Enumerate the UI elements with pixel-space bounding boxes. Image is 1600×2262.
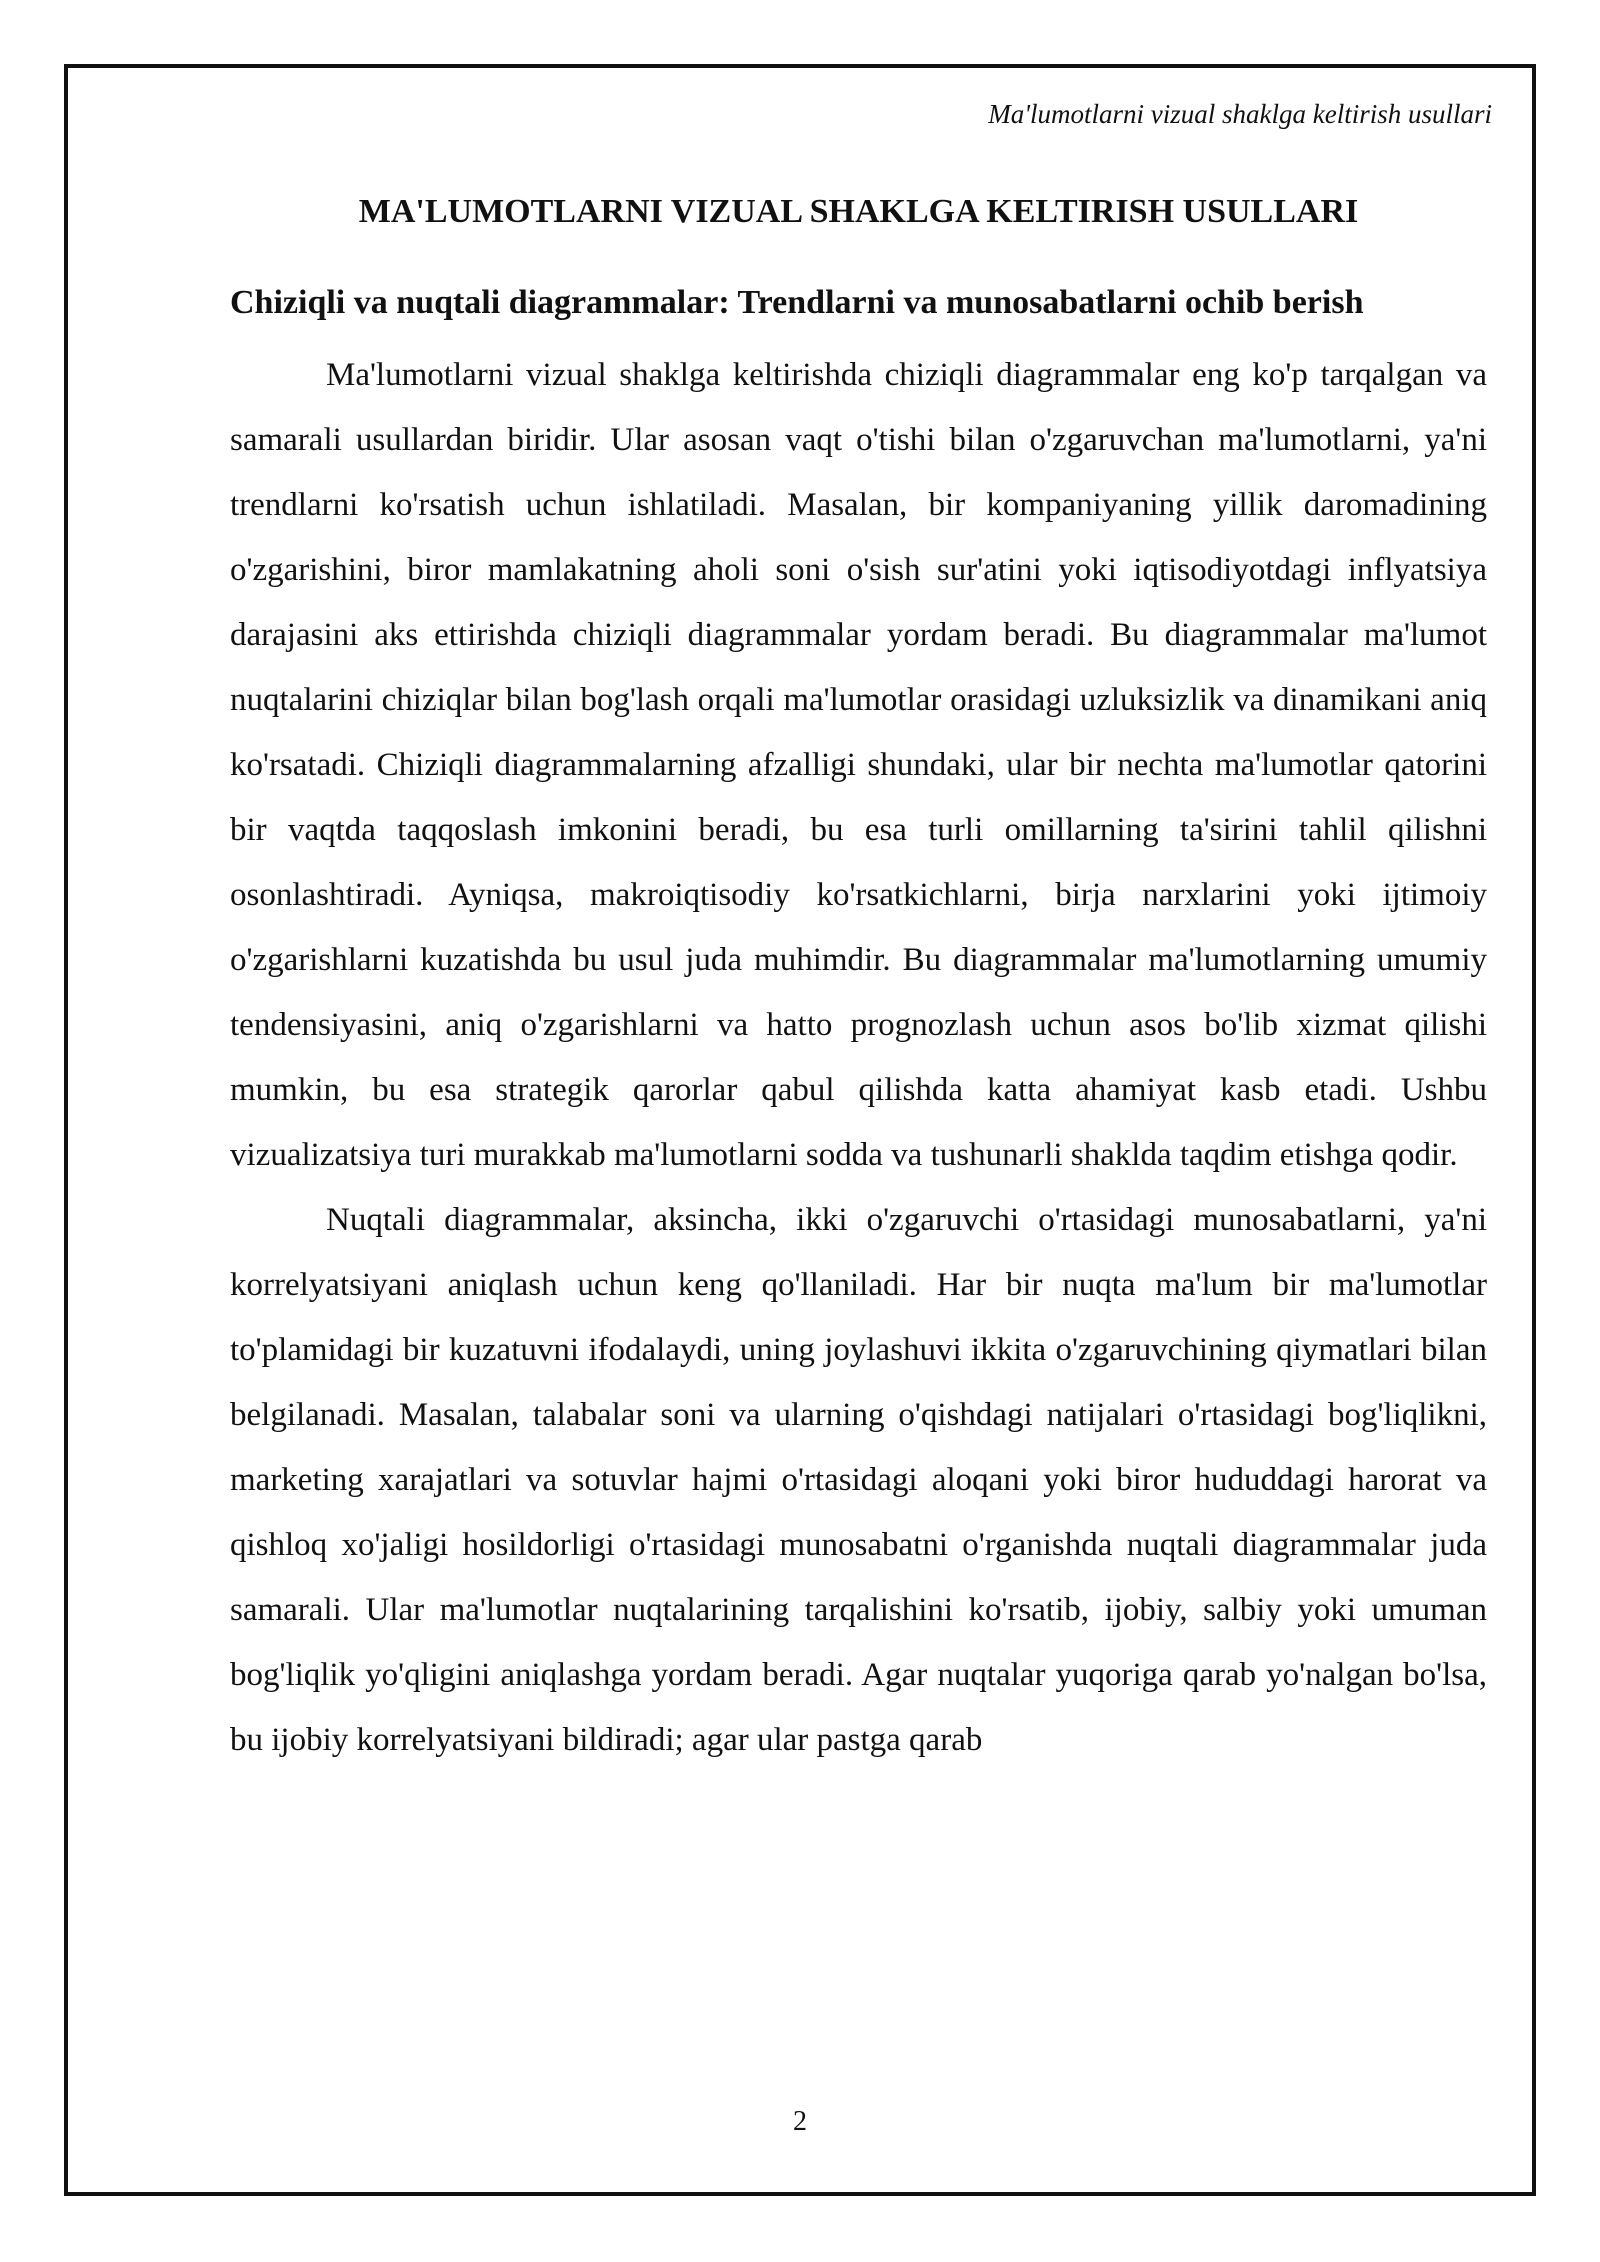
running-header: Ma'lumotlarni vizual shaklga keltirish usullari xyxy=(988,99,1492,129)
page-number: 2 xyxy=(793,2106,807,2137)
document-title: MA'LUMOTLARNI VIZUAL SHAKLGA KELTIRISH USULLARI xyxy=(358,193,1359,230)
page-content xyxy=(230,186,1487,1773)
body-paragraph-1: Ma'lumotlarni vizual shaklga keltirishda chiziqli diagrammalar eng ko'p tarqalgan va samarali usullardan biridir. Ular asosan vaqt o'tishi bilan o'zgaruvchan ma'lumotlarni, ya'ni trendlarni ko'rsatish uchun ishlatiladi. Masalan, bir kompaniyaning yillik daromadining o'zgarishini, biror mamlakatning aholi soni o'sish sur'atini yoki iqtisodiyotdagi inflyatsiya darajasini aks ettirishda chiziqli diagrammalar yordam beradi. Bu diagrammalar ma'lumot nuqtalarini chiziqlar bilan bog'lash orqali ma'lumotlar orasidagi uzluksizlik va dinamikani aniq ko'rsatadi. Chiziqli diagrammalarning afzalligi shundaki, ular bir nechta ma'lumotlar qatorini bir vaqtda taqqoslash imkonini beradi, bu esa turli omillarning ta'sirini tahlil qilishni osonlashtiradi. Ayniqsa, makroiqtisodiy ko'rsatkichlarni, birja narxlarini yoki ijtimoiy o'zgarishlarni kuzatishda bu usul juda muhimdir. Bu diagrammalar ma'lumotlarning umumiy tendensiyasini, aniq o'zgarishlarni va hatto prognozlash uchun asos bo'lib xizmat qilishi mumkin, bu esa strategik qarorlar qabul qilishda katta ahamiyat kasb etadi. Ushbu vizualizatsiya turi murakkab ma'lumotlarni sodda va tushunarli shaklda taqdim etishga qodir. xyxy=(230,357,1487,1173)
body-paragraph-2: Nuqtali diagrammalar, aksincha, ikki o'zgaruvchi o'rtasidagi munosabatlarni, ya'ni korrelyatsiyani aniqlash uchun keng qo'llaniladi. Har bir nuqta ma'lum bir ma'lumotlar to'plamidagi bir kuzatuvni ifodalaydi, uning joylashuvi ikkita o'zgaruvchining qiymatlari bilan belgilanadi. Masalan, talabalar soni va ularning o'qishdagi natijalari o'rtasidagi bog'liqlikni, marketing xarajatlari va sotuvlar hajmi o'rtasidagi aloqani yoki biror hududdagi harorat va qishloq xo'jaligi hosildorligi o'rtasidagi munosabatni o'rganishda nuqtali diagrammalar juda samarali. Ular ma'lumotlar nuqtalarining tarqalishini ko'rsatib, ijobiy, salbiy yoki umuman bog'liqlik yo'qligini aniqlashga yordam beradi. Agar nuqtalar yuqoriga qarab yo'nalgan bo'lsa, bu ijobiy korrelyatsiyani bildiradi; agar ular pastga qarab xyxy=(230,1202,1487,1758)
section-heading: Chiziqli va nuqtali diagrammalar: Trendlarni va munosabatlarni ochib berish xyxy=(230,284,1364,321)
